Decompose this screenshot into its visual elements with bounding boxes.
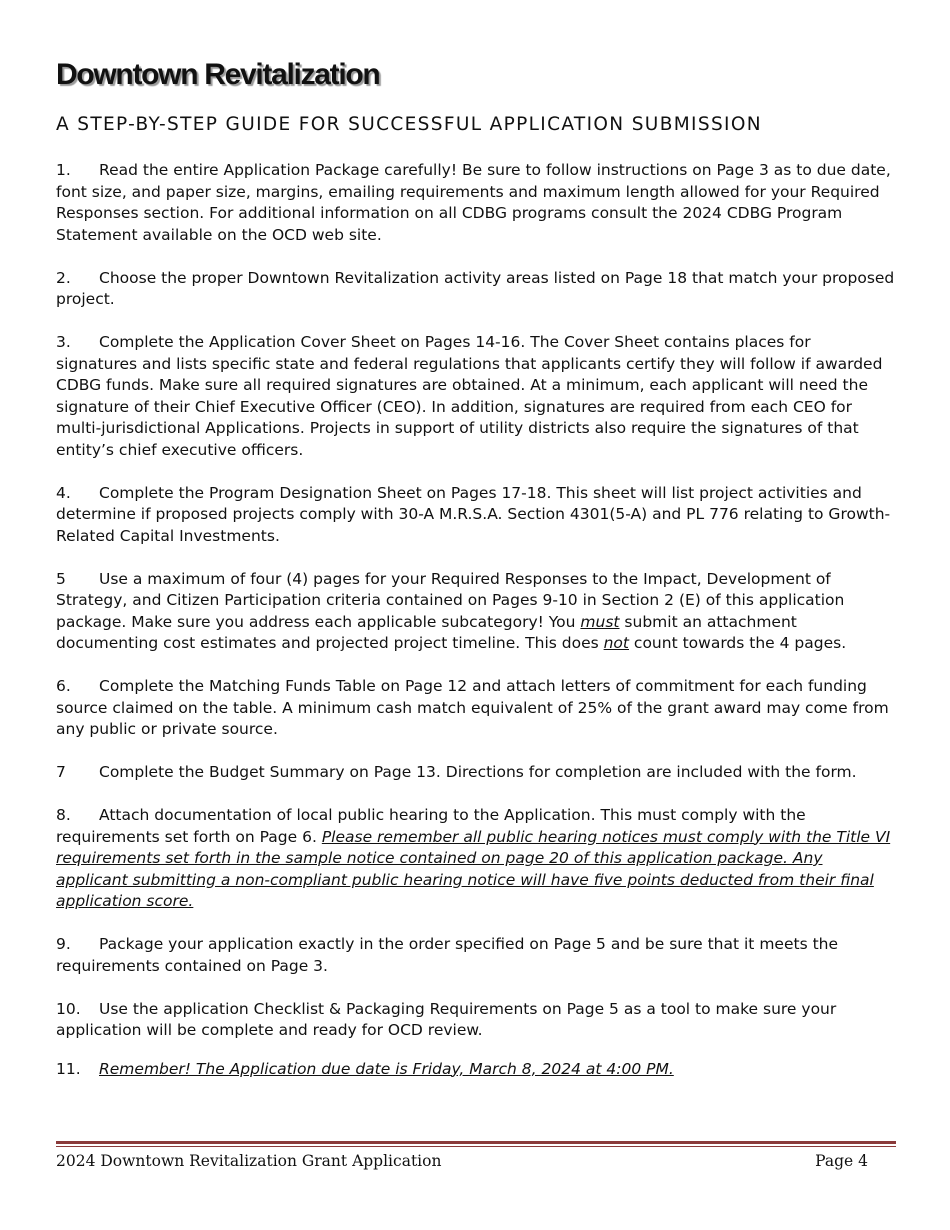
- step-text: Complete the Matching Funds Table on Page 12 and attach letters of commitment for each funding source claimed on the table. A minimum cash match equivalent of 25% of the grant award may come from any public or private source.: [56, 677, 889, 738]
- page-number: Page 4: [815, 1152, 868, 1170]
- emphasis-not: not: [603, 634, 629, 652]
- step-number: 5: [56, 569, 66, 588]
- due-date-reminder: Remember! The Application due date is Friday, March 8, 2024 at 4:00 PM.: [99, 1059, 674, 1078]
- step-number: 9.: [56, 935, 71, 953]
- step-7: [56, 762, 896, 784]
- step-text: Use the application Checklist & Packaging Requirements on Page 5 as a tool to make sure your application will be complete and ready for OCD review.: [56, 999, 837, 1039]
- footer-rule-thick: [56, 1141, 896, 1144]
- step-text: Read the entire Application Package carefully! Be sure to follow instructions on Page 3 as to due date, font size, and paper size, margins, emailing requirements and maximum length allowed for your Required Responses section. For additional information on all CDBG programs consult the 2024 CDBG Program Statement available on the OCD web site.: [56, 161, 891, 244]
- step-4: [56, 483, 896, 548]
- step-5: [56, 569, 896, 655]
- step-3: [56, 332, 896, 461]
- step-number: 8.: [56, 806, 71, 824]
- step-9: [56, 934, 896, 977]
- step-text: submit an attachment documenting cost estimates and projected project timeline. This does: [56, 612, 797, 652]
- page-footer: [56, 1152, 868, 1170]
- step-text: Use a maximum of four (4) pages for your Required Responses to the Impact, Development of Strategy, and Citizen Participation criteria contained on Pages 9-10 in Section 2 (E) of this application package. Make sure you address each applicable subcategory! You: [56, 569, 845, 631]
- step-text: Attach documentation of local public hearing to the Application. This must comply with the requirements set forth on Page 6.: [56, 806, 806, 846]
- step-number: 7: [56, 763, 66, 781]
- step-1: [56, 160, 896, 246]
- step-text: Package your application exactly in the order specified on Page 5 and be sure that it meets the requirements contained on Page 3.: [56, 935, 839, 975]
- step-text: count towards the 4 pages.: [629, 634, 847, 652]
- step-2: [56, 268, 896, 311]
- step-number: 4.: [56, 483, 71, 502]
- page-subtitle: A STEP-BY-STEP GUIDE FOR SUCCESSFUL APPLICATION SUBMISSION: [56, 114, 762, 135]
- title-vi-notice-emphasis: Please remember all public hearing notices must comply with the Title VI requirements set forth in the sample notice contained on page 20 of this application package. Any applicant submitting a non-compliant public hearing notice will have five points deducted from their final application score.: [56, 827, 891, 910]
- step-11: [56, 1059, 896, 1081]
- step-number: 3.: [56, 333, 71, 351]
- step-number: 2.: [56, 268, 71, 287]
- step-8: [56, 805, 896, 913]
- step-number: 1.: [56, 161, 71, 179]
- step-number: 10.: [56, 999, 81, 1018]
- step-number: 11.: [56, 1059, 81, 1078]
- step-text: Complete the Application Cover Sheet on Pages 14-16. The Cover Sheet contains places for signatures and lists specific state and federal regulations that applicants certify they will follow if awarded CDBG funds. Make sure all required signatures are obtained. At a minimum, each applicant will need the signature of their Chief Executive Officer (CEO). In addition, signatures are required from each CEO for multi-jurisdictional Applications. Projects in support of utility districts also require the signatures of that entity’s chief executive officers.: [56, 333, 883, 459]
- step-text: Choose the proper Downtown Revitalization activity areas listed on Page 18 that match your proposed project.: [56, 268, 895, 308]
- step-6: [56, 676, 896, 741]
- steps-list: [56, 160, 896, 1102]
- emphasis-must: must: [580, 612, 620, 631]
- step-text: Complete the Budget Summary on Page 13. Directions for completion are included with the form.: [99, 763, 857, 781]
- footer-document-title: 2024 Downtown Revitalization Grant Application: [56, 1152, 442, 1170]
- step-number: 6.: [56, 677, 71, 695]
- step-text: Complete the Program Designation Sheet on Pages 17-18. This sheet will list project activities and determine if proposed projects comply with 30-A M.R.S.A. Section 4301(5-A) and PL 776 relating to Growth-Related Capital Investments.: [56, 483, 891, 545]
- page-title: Downtown Revitalization: [56, 58, 380, 91]
- footer-rule-thin: [56, 1146, 896, 1147]
- step-10: [56, 999, 896, 1042]
